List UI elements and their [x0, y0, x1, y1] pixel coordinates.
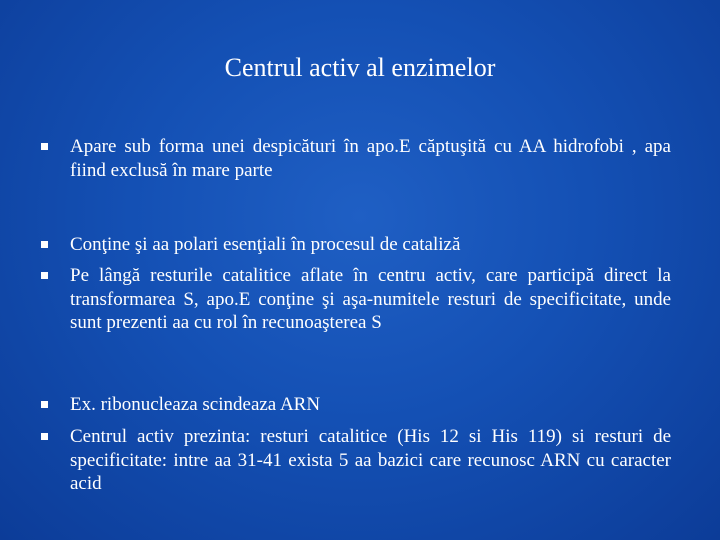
square-bullet-icon: [41, 433, 48, 440]
bullet-text: Pe lângă resturile catalitice aflate în centru activ, care participă direct la transformarea S, apo.E conţine şi aşa-numitele resturi de specificitate, unde sunt prezenti aa cu rol în recunoaşterea S: [70, 265, 671, 333]
bullet-item: [70, 264, 671, 335]
bullet-text: Centrul activ prezinta: resturi catalitice (His 12 si His 119) si resturi de specificitate: intre aa 31-41 exista 5 aa bazici care recunosc ARN cu caracter acid: [70, 426, 671, 494]
bullet-item: [70, 233, 671, 257]
bullet-item: [70, 135, 671, 182]
square-bullet-icon: [41, 272, 48, 279]
slide-title: Centrul activ al enzimelor: [224, 53, 496, 82]
bullet-text: Conţine şi aa polari esenţiali în procesul de cataliză: [70, 234, 461, 255]
square-bullet-icon: [41, 241, 48, 248]
square-bullet-icon: [41, 143, 48, 150]
bullet-item: [70, 425, 671, 496]
bullet-item: [70, 393, 671, 417]
bullet-text: Ex. ribonucleaza scindeaza ARN: [70, 394, 321, 415]
bullet-text: Apare sub forma unei despicături în apo.E căptuşită cu AA hidrofobi , apa fiind exclusă în mare parte: [70, 136, 671, 181]
square-bullet-icon: [41, 401, 48, 408]
